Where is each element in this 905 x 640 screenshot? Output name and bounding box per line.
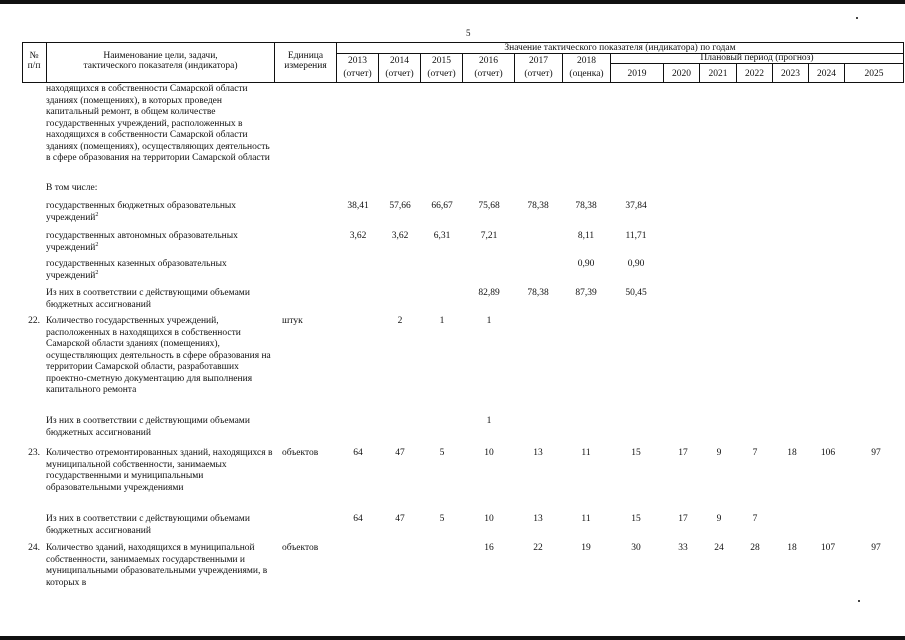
row-name — [46, 201, 274, 224]
value-cell: 107 — [820, 543, 836, 553]
value-cell: 10 — [484, 514, 494, 524]
value-cell: 0,90 — [577, 259, 595, 269]
value-cell: 11 — [581, 448, 591, 458]
scan-edge-bottom — [0, 636, 905, 640]
value-cell: 33 — [678, 543, 688, 553]
value-cell: 47 — [395, 514, 405, 524]
footnote-marker: 2 — [95, 269, 99, 276]
value-cell: 2 — [397, 316, 403, 326]
value-cell: 38,41 — [347, 201, 369, 211]
value-cell: 13 — [533, 448, 543, 458]
value-cell: 15 — [631, 514, 641, 524]
header-year: 2020 — [672, 69, 691, 79]
row-name-text: Количество отремонтированных зданий, находящихся в муниципальной собственности, занимаемых государственными и муниципальными образовательными учреждениями — [46, 448, 273, 493]
value-cell: 64 — [353, 448, 363, 458]
row-name — [46, 316, 274, 397]
header-year-kind: (оценка) — [569, 69, 604, 79]
value-cell: 57,66 — [389, 201, 411, 211]
value-cell: 28 — [750, 543, 760, 553]
header-year: 2023 — [781, 69, 800, 79]
value-cell: 78,38 — [527, 288, 549, 298]
value-cell: 50,45 — [625, 288, 647, 298]
header-values-group: Значение тактического показателя (индикатора) по годам — [504, 43, 736, 53]
header-year-kind: (отчет) — [427, 69, 456, 79]
value-cell: 9 — [716, 514, 722, 524]
row-name-text: находящихся в собственности Самарской области зданиях (помещениях), в которых проведен капитальный ремонт, в общем количестве государственных учреждений, расположенных в находящихся в собственности Самарской области зданиях (помещениях), осуществляющих деятельность в сфере образования на территории Самарской области — [46, 84, 270, 163]
value-cell: 37,84 — [625, 201, 647, 211]
value-cell: 18 — [787, 448, 797, 458]
header-col-unit: Единица измерения — [284, 51, 327, 71]
value-cell: 6,31 — [433, 231, 451, 241]
header-year: 2022 — [745, 69, 764, 79]
value-cell: 7,21 — [480, 231, 498, 241]
value-cell: 106 — [820, 448, 836, 458]
header-year: 2013 — [348, 56, 367, 66]
value-cell: 1 — [486, 316, 492, 326]
row-name-text: Из них в соответствии с действующими объемами бюджетных ассигнований — [46, 514, 250, 536]
header-year: 2025 — [864, 69, 884, 79]
header-col-number: № п/п — [27, 51, 41, 71]
row-name-text: В том числе: — [46, 183, 98, 193]
value-cell: 9 — [716, 448, 722, 458]
value-cell: 75,68 — [478, 201, 500, 211]
row-name — [46, 514, 274, 537]
value-cell: 15 — [631, 448, 641, 458]
value-cell: 97 — [871, 543, 881, 553]
value-cell: 11 — [581, 514, 591, 524]
scan-edge-top — [0, 0, 905, 4]
value-cell: 82,89 — [478, 288, 500, 298]
header-year: 2016 — [479, 56, 498, 66]
header-year: 2021 — [708, 69, 728, 79]
row-name — [46, 183, 274, 195]
row-name-text: государственных казенных образовательных учреждений — [46, 259, 227, 281]
value-cell: 24 — [714, 543, 724, 553]
header-year: 2017 — [529, 56, 548, 66]
row-name — [46, 84, 274, 165]
value-cell: 11,71 — [625, 231, 647, 241]
header-year: 2014 — [390, 56, 409, 66]
value-cell: 17 — [678, 448, 688, 458]
row-name — [46, 231, 274, 254]
row-name-text: государственных бюджетных образовательных учреждений — [46, 201, 237, 223]
value-cell: 3,62 — [391, 231, 409, 241]
value-cell: 1 — [486, 416, 492, 426]
table-header — [22, 42, 904, 83]
row-name-text: Количество государственных учреждений, расположенных в находящихся в собственности Самарской области зданиях (помещениях), осуществляющих деятельность в сфере образования на территории Самарской области, разработавших проектно-сметную документацию для выполнения капитального ремонта — [46, 316, 271, 395]
value-cell: 13 — [533, 514, 543, 524]
value-cell: 78,38 — [575, 201, 597, 211]
value-cell: 17 — [678, 514, 688, 524]
row-name-text: государственных автономных образовательных учреждений — [46, 231, 238, 253]
value-cell: 47 — [395, 448, 405, 458]
value-cell: 10 — [484, 448, 494, 458]
value-cell: 8,11 — [577, 231, 595, 241]
footnote-marker: 2 — [95, 241, 99, 248]
value-cell: 97 — [871, 448, 881, 458]
value-cell: 7 — [752, 514, 758, 524]
row-name-text: Из них в соответствии с действующими объемами бюджетных ассигнований — [46, 416, 250, 438]
row-number: 22. — [28, 316, 40, 326]
value-cell: 1 — [439, 316, 445, 326]
row-name — [46, 448, 274, 494]
header-year-kind: (отчет) — [524, 69, 553, 79]
header-col-name: Наименование цели, задачи, тактического показателя (индикатора) — [83, 51, 238, 71]
value-cell: 78,38 — [527, 201, 549, 211]
scan-speck — [856, 17, 858, 19]
header-year: 2018 — [577, 56, 596, 66]
row-name-text: Количество зданий, находящихся в муниципальной собственности, занимаемых государственными и муниципальными образовательными учреждениями, в которых в — [46, 543, 268, 588]
header-planned-group: Плановый период (прогноз) — [700, 53, 814, 63]
row-name — [46, 543, 274, 589]
value-cell: 18 — [787, 543, 797, 553]
header-year: 2019 — [627, 69, 647, 79]
value-cell: 87,39 — [575, 288, 597, 298]
row-name — [46, 416, 274, 439]
value-cell: 5 — [439, 448, 445, 458]
page-number: 5 — [466, 28, 471, 38]
value-cell: 19 — [581, 543, 591, 553]
row-name — [46, 288, 274, 311]
value-cell: 30 — [631, 543, 641, 553]
row-name-text: Из них в соответствии с действующими объемами бюджетных ассигнований — [46, 288, 250, 310]
row-unit: штук — [282, 316, 303, 326]
value-cell: 5 — [439, 514, 445, 524]
value-cell: 66,67 — [431, 201, 453, 211]
value-cell: 22 — [533, 543, 543, 553]
header-year-kind: (отчет) — [385, 69, 414, 79]
value-cell: 16 — [484, 543, 494, 553]
value-cell: 7 — [752, 448, 758, 458]
scan-speck — [858, 600, 860, 602]
header-year: 2024 — [817, 69, 836, 79]
header-year: 2015 — [432, 56, 451, 66]
row-unit: объектов — [282, 448, 319, 458]
value-cell: 0,90 — [627, 259, 645, 269]
header-year-kind: (отчет) — [343, 69, 372, 79]
value-cell: 3,62 — [349, 231, 367, 241]
row-number: 24. — [28, 543, 40, 553]
header-year-kind: (отчет) — [474, 69, 503, 79]
footnote-marker: 2 — [95, 211, 99, 218]
row-name — [46, 259, 274, 282]
value-cell: 64 — [353, 514, 363, 524]
row-number: 23. — [28, 448, 40, 458]
row-unit: объектов — [282, 543, 319, 553]
